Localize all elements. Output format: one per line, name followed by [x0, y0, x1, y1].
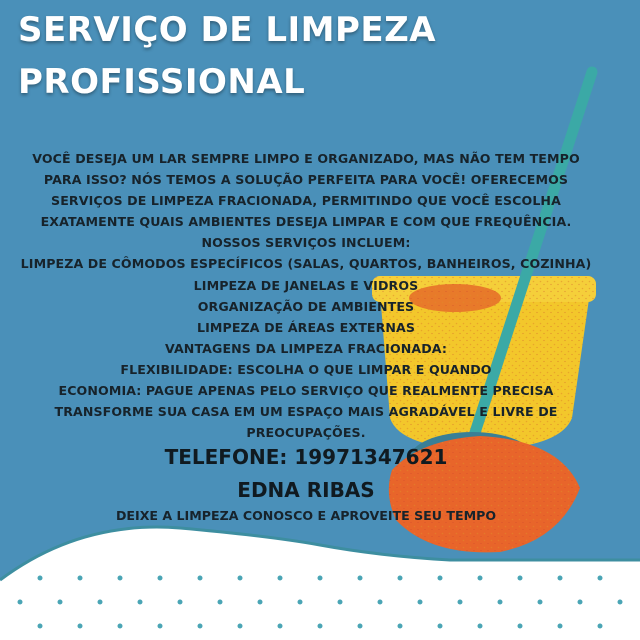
phone-number: TELEFONE: 19971347621	[164, 445, 448, 469]
page-title	[18, 4, 436, 108]
contact-name: EDNA RIBAS	[237, 478, 375, 502]
body-line: PARA ISSO? NÓS TEMOS A SOLUÇÃO PERFEITA PARA VOCÊ! OFERECEMOS	[43, 172, 569, 188]
body-line: NOSSOS SERVIÇOS INCLUEM:	[201, 235, 411, 251]
body-line: TRANSFORME SUA CASA EM UM ESPAÇO MAIS AGRADÁVEL E LIVRE DE	[54, 404, 558, 420]
body-line: ECONOMIA: PAGUE APENAS PELO SERVIÇO QUE REALMENTE PRECISA	[58, 383, 554, 399]
body-text	[0, 148, 612, 443]
closing-slogan: DEIXE A LIMPEZA CONOSCO E APROVEITE SEU TEMPO	[115, 508, 497, 523]
body-line: VOCÊ DESEJA UM LAR SEMPRE LIMPO E ORGANIZADO, MAS NÃO TEM TEMPO	[32, 151, 580, 166]
body-line: LIMPEZA DE CÔMODOS ESPECÍFICOS (SALAS, QUARTOS, BANHEIROS, COZINHA)	[20, 256, 592, 272]
body-line: FLEXIBILIDADE: ESCOLHA O QUE LIMPAR E QUANDO	[120, 361, 492, 377]
body-line: LIMPEZA DE JANELAS E VIDROS	[193, 277, 419, 293]
body-line: LIMPEZA DE ÁREAS EXTERNAS	[196, 319, 416, 335]
body-line: PREOCUPAÇÕES.	[246, 425, 366, 441]
body-line: EXATAMENTE QUAIS AMBIENTES DESEJA LIMPAR E COM QUE FREQUÊNCIA.	[40, 214, 572, 230]
body-line: ORGANIZAÇÃO DE AMBIENTES	[197, 298, 415, 314]
title-line-2: PROFISSIONAL	[18, 62, 306, 102]
title-line-1: SERVIÇO DE LIMPEZA	[18, 10, 437, 50]
body-line: SERVIÇOS DE LIMPEZA FRACIONADA, PERMITINDO QUE VOCÊ ESCOLHA	[51, 193, 561, 209]
body-line: VANTAGENS DA LIMPEZA FRACIONADA:	[164, 340, 448, 356]
